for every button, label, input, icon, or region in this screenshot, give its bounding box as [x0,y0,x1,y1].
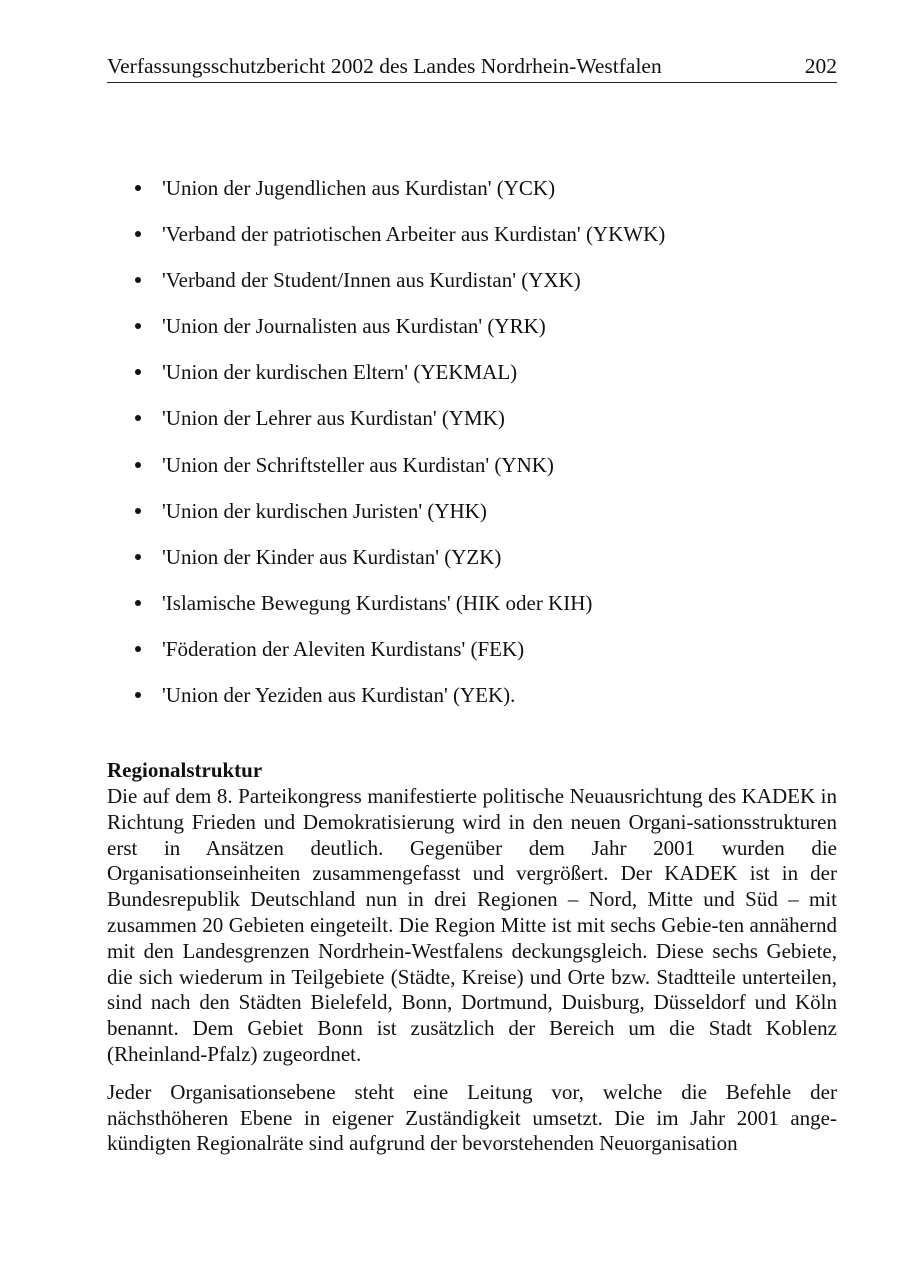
bullet-icon [135,231,141,237]
list-item [135,172,835,218]
organization-list [135,172,835,725]
regional-structure-section [107,756,837,1157]
list-item [135,541,835,587]
list-item [135,310,835,356]
bullet-icon [135,185,141,191]
list-item [135,633,835,679]
list-item-text: 'Union der Kinder aus Kurdistan' (YZK) [162,544,502,569]
list-item-text: 'Union der Yeziden aus Kurdistan' (YEK). [162,683,516,708]
bullet-icon [135,415,141,421]
bullet-icon [135,508,141,514]
list-item [135,264,835,310]
list-item-text: 'Verband der patriotischen Arbeiter aus Kurdistan' (YKWK) [162,222,666,247]
bullet-icon [135,323,141,329]
list-item-text: 'Islamische Bewegung Kurdistans' (HIK oder KIH) [162,590,593,615]
list-item-text: 'Verband der Student/Innen aus Kurdistan' (YXK) [162,268,581,293]
bullet-icon [135,692,141,698]
list-item-text: 'Union der kurdischen Eltern' (YEKMAL) [162,360,518,385]
list-item-text: 'Union der Journalisten aus Kurdistan' (YRK) [162,314,546,339]
report-title: Verfassungsschutzbericht 2002 des Landes Nordrhein-Westfalen [107,54,662,78]
list-item-text: 'Föderation der Aleviten Kurdistans' (FEK) [162,636,525,661]
list-item-text: 'Union der Schriftsteller aus Kurdistan' (YNK) [162,452,554,477]
section-heading: Regionalstruktur [107,758,263,782]
list-item-text: 'Union der kurdischen Juristen' (YHK) [162,498,487,523]
page-header [107,52,837,83]
bullet-icon [135,277,141,283]
list-item [135,679,835,725]
bullet-icon [135,600,141,606]
list-item [135,449,835,495]
list-item-text: 'Union der Lehrer aus Kurdistan' (YMK) [162,406,505,431]
list-item [135,356,835,402]
bullet-icon [135,554,141,560]
list-item [135,495,835,541]
list-item [135,402,835,448]
list-item [135,587,835,633]
list-item [135,218,835,264]
body-paragraph: Jeder Organisationsebene steht eine Leitung vor, welche die Befehle der nächsthöheren Ebene in eigener Zuständigkeit umsetzt. Die im Jahr 2001 ange-kündigten Regionalräte sind aufgrund der bevorstehenden Neuorganisation [107,1079,837,1156]
bullet-icon [135,646,141,652]
body-paragraph: Die auf dem 8. Parteikongress manifestierte politische Neuausrichtung des KADEK in Richtung Frieden und Demokratisierung wird in den neuen Organi-sationsstrukturen erst in Ansätzen deutlich. Gegenüber dem Jahr 2001 wurden die Organisationseinheiten zusammengefasst und vergrößert. Der KADEK ist in der Bundesrepublik Deutschland nun in drei Regionen – Nord, Mitte und Süd – mit zusammen 20 Gebieten eingeteilt. Die Region Mitte ist mit sechs Gebie-ten annähernd mit den Landesgrenzen Nordrhein-Westfalens deckungsgleich. Diese sechs Gebiete, die sich wiederum in Teilgebiete (Städte, Kreise) und Orte bzw. Stadtteile unterteilen, sind nach den Städten Bielefeld, Bonn, Dortmund, Duisburg, Düsseldorf und Köln benannt. Dem Gebiet Bonn ist zusätzlich der Bereich um die Stadt Koblenz (Rheinland-Pfalz) zugeordnet. [107,784,837,1066]
list-item-text: 'Union der Jugendlichen aus Kurdistan' (YCK) [162,176,556,200]
bullet-icon [135,369,141,375]
bullet-icon [135,462,141,468]
page-number: 202 [804,54,837,78]
